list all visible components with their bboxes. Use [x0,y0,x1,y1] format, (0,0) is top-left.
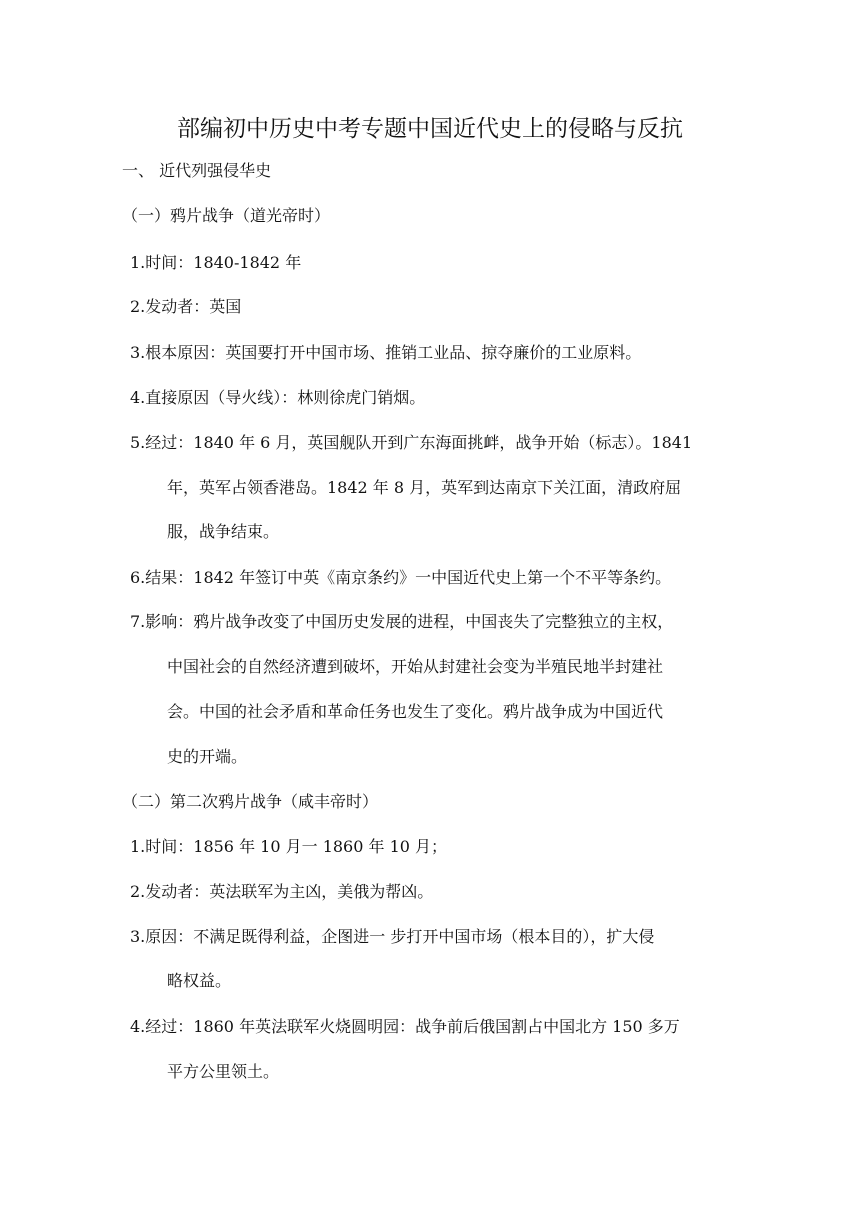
result-item: 6.结果：1842 年签订中英《南京条约》一中国近代史上第一个不平等条约。 [130,568,672,587]
document-title: 部编初中历史中考专题中国近代史上的侵略与反抗 [177,116,683,142]
impact-item-continuation: 中国社会的自然经济遭到破坏，开始从封建社会变为半殖民地半封建社 [167,657,664,676]
initiator-item: 2.发动者：英法联军为主凶，美俄为帮凶。 [130,882,434,901]
time-item: 1.时间：1840-1842 年 [130,253,302,272]
impact-item-continuation: 会。中国的社会矛盾和革命任务也发生了变化。鸦片战争成为中国近代 [167,702,664,721]
initiator-item: 2.发动者：英国 [130,297,242,316]
root-cause-item: 3.根本原因：英国要打开中国市场、推销工业品、掠夺廉价的工业原料。 [130,343,642,362]
subsection-heading: （一）鸦片战争（道光帝时） [122,206,331,225]
cause-item: 3.原因：不满足既得利益，企图进一 步打开中国市场（根本目的），扩大侵 [130,927,655,946]
time-item: 1.时间：1856 年 10 月一 1860 年 10 月； [130,837,448,856]
direct-cause-item: 4.直接原因（导火线）：林则徐虎门销烟。 [130,388,426,407]
impact-item-continuation: 史的开端。 [167,747,248,766]
process-item-continuation: 平方公里领土。 [167,1062,280,1081]
subsection-heading: （二）第二次鸦片战争（咸丰帝时） [122,792,379,811]
process-item-continuation: 年，英军占领香港岛。1842 年 8 月，英军到达南京下关江面，清政府屈 [167,478,682,497]
impact-item: 7.影响：鸦片战争改变了中国历史发展的进程，中国丧失了完整独立的主权， [130,612,674,631]
process-item-continuation: 服，战争结束。 [167,522,280,541]
section-heading: 一、 近代列强侵华史 [122,161,272,180]
cause-item-continuation: 略权益。 [167,971,232,990]
process-item: 4.经过：1860 年英法联军火烧圆明园：战争前后俄国割占中国北方 150 多万 [130,1017,680,1036]
process-item: 5.经过：1840 年 6 月，英国舰队开到广东海面挑衅，战争开始（标志）。1841 [130,433,693,452]
